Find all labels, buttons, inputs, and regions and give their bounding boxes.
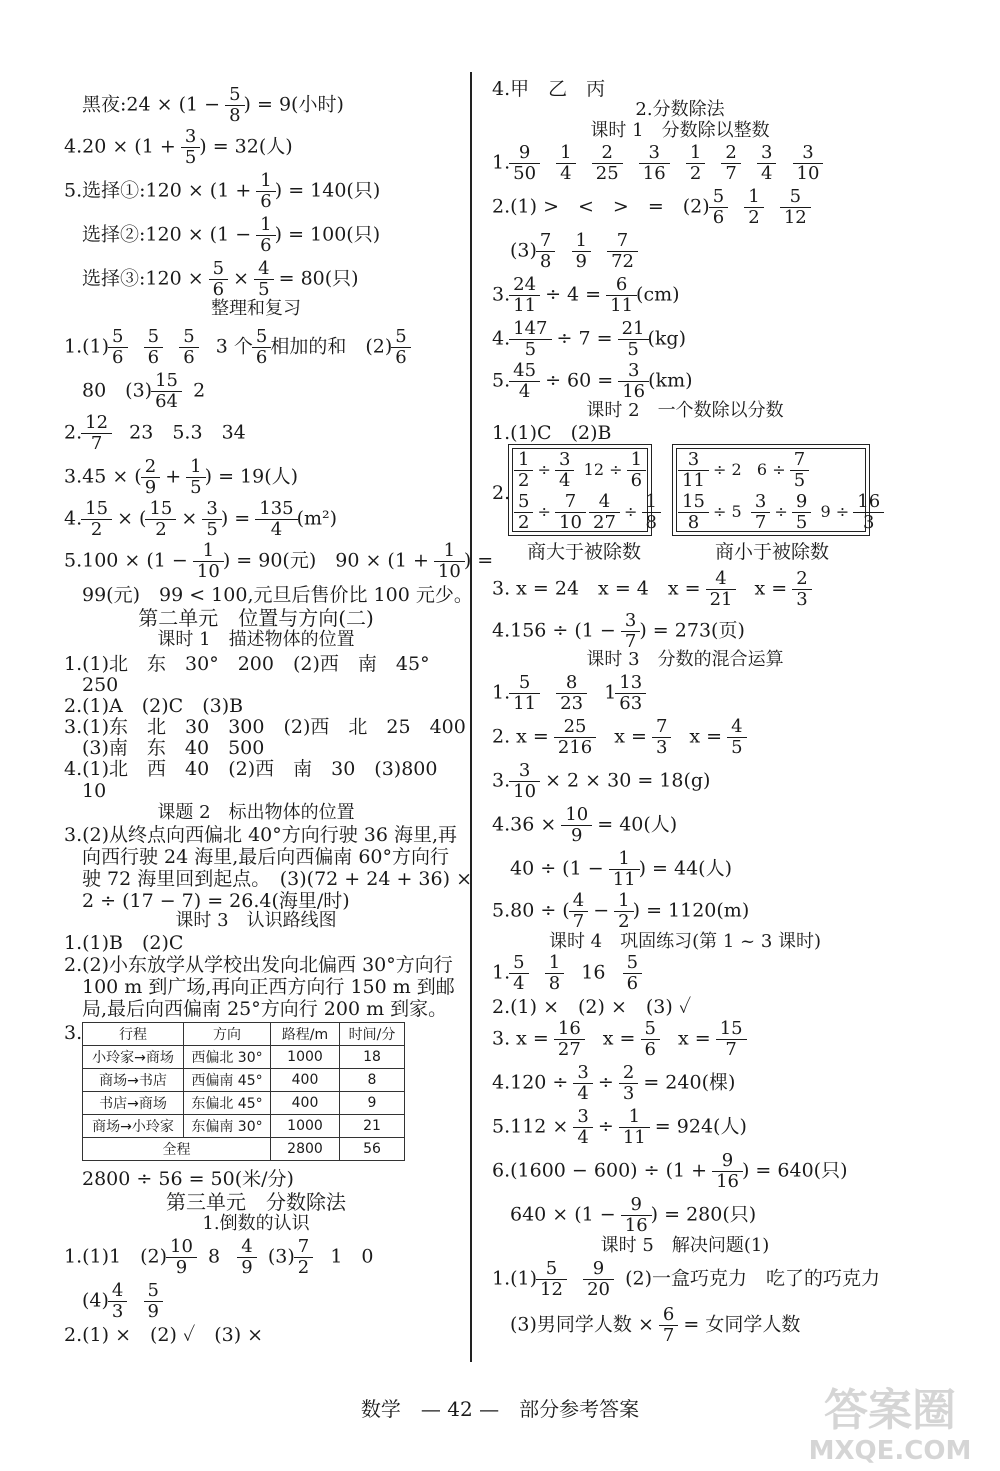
table-cell: 商场→书店 — [83, 1069, 184, 1092]
answer-line: 5.80 ÷ ( $\frac{4}{7}$ − $\frac{1}{2}$ ) = 1120(m) — [492, 890, 750, 932]
watermark-text: 答案圈 — [824, 1385, 956, 1436]
answer-line: 4.甲 乙 丙 — [492, 78, 606, 100]
answer-line: 1.(1)北 东 30° 200 (2)西 南 45° — [64, 653, 430, 675]
table-header: 时间/分 — [340, 1023, 405, 1046]
column-divider — [470, 72, 472, 1362]
table-cell: 商场→小玲家 — [83, 1115, 184, 1138]
answer-line: 1.(1)1 (2) $\frac{10}{9}$ 8 $\frac{4}{9}$ (3) $\frac{7}{2}$ 1 0 — [64, 1236, 374, 1278]
answer-line: 1.(1)B (2)C — [64, 932, 184, 954]
unit-heading: 第二单元 位置与方向(二) — [138, 606, 374, 630]
answer-line: 4.(1)北 西 40 (2)西 南 30 (3)800 — [64, 758, 438, 780]
answer-line: 100 m 到广场,再向正西方向行 150 m 到邮 — [82, 976, 455, 998]
table-header-row — [83, 1023, 405, 1046]
lesson-heading: 1.倒数的认识 — [202, 1213, 310, 1234]
table-row — [83, 1092, 405, 1115]
group-box-greater — [508, 444, 657, 536]
answer-line: 2. x = $\frac{25}{216}$ x = $\frac{7}{3}$ x = $\frac{4}{5}$ — [492, 718, 746, 757]
answer-line: 2.(2)小东放学从学校出发向北偏西 30°方向行 — [64, 954, 453, 976]
answer-line: 选择③:120 × $\frac{5}{6}$ × $\frac{4}{5}$ = 80(只) — [82, 258, 359, 300]
table-cell: 全程 — [83, 1138, 271, 1161]
answer-line: 2.(1)A (2)C (3)B — [64, 695, 244, 717]
table-header: 方向 — [184, 1023, 271, 1046]
answer-line: 4. $\frac{15}{2}$ × ( $\frac{15}{2}$ × $\frac{3}{5}$ ) = $\frac{135}{4}$ (m²) — [64, 498, 338, 540]
answer-line: 向西行驶 24 海里,最后向西偏南 60°方向行 — [82, 846, 450, 868]
table-cell: 8 — [340, 1069, 405, 1092]
answer-line: 99(元) 99 < 100,元旦后售价比 100 元少。 — [82, 584, 473, 606]
box-expression: $\frac{5}{2}$ ÷ $\frac{7}{10}$ $\frac{4}{27}$ ÷ $\frac{1}{8}$ — [515, 493, 660, 532]
answer-line: 1. $\frac{9}{50}$ $\frac{1}{4}$ $\frac{2}{25}$ $\frac{3}{16}$ $\frac{1}{2}$ $\frac{2}{7}$ $\frac{3}{4}$ $\frac{3}{10}$ — [492, 144, 822, 183]
answer-line: 黑夜:24 × (1 − $\frac{5}{8}$ ) = 9(小时) — [82, 84, 344, 126]
answer-line: 5.112 × $\frac{3}{4}$ ÷ $\frac{1}{11}$ = 924(人) — [492, 1106, 747, 1148]
answer-line: 2. $\frac{12}{7}$ 23 5.3 34 — [64, 412, 246, 454]
question-number: 2. — [492, 482, 511, 504]
answer-line: 640 × (1 − $\frac{9}{16}$ ) = 280(只) — [510, 1194, 757, 1236]
answer-line: 3. $\frac{3}{10}$ × 2 × 30 = 18(g) — [492, 760, 711, 802]
table-cell: 9 — [340, 1092, 405, 1115]
section-heading: 2.分数除法 — [635, 99, 725, 120]
table-header: 行程 — [83, 1023, 184, 1046]
lesson-heading: 课时 3 分数的混合运算 — [586, 649, 784, 670]
box-expression: $\frac{3}{11}$ ÷ 2 6 ÷ $\frac{7}{5}$ — [679, 451, 808, 490]
answer-line: 2800 ÷ 56 = 50(米/分) — [82, 1168, 294, 1190]
table-cell: 小玲家→商场 — [83, 1046, 184, 1069]
answer-line: 3.(1)东 北 30 300 (2)西 北 25 400 — [64, 716, 466, 738]
answer-line: 2.(1) × (2) ✓ (3) × — [64, 1324, 264, 1346]
answer-line: 5.100 × (1 − $\frac{1}{10}$ ) = 90(元) 90 × (1 + $\frac{1}{10}$ ) = — [64, 540, 494, 582]
group-box-less — [672, 444, 881, 536]
answer-line: 4. $\frac{147}{5}$ ÷ 7 = $\frac{21}{5}$ (kg) — [492, 318, 687, 360]
watermark-url: MXQE.COM — [808, 1436, 972, 1465]
answer-line: 2.(1) × (2) × (3) ✓ — [492, 996, 692, 1018]
lesson-heading: 课时 3 认识路线图 — [175, 910, 337, 931]
answer-line: 1.(1) $\frac{5}{6}$ $\frac{5}{6}$ $\frac{5}{6}$ 3 个 $\frac{5}{6}$ 相加的和 (2) $\frac{5}{6}$ — [64, 328, 410, 367]
answer-line: 1.(1)C (2)B — [492, 422, 612, 444]
table-row — [83, 1069, 405, 1092]
answer-line: 4.156 ÷ (1 − $\frac{3}{7}$ ) = 273(页) — [492, 610, 745, 652]
table-cell: 1000 — [271, 1046, 340, 1069]
table-row — [83, 1046, 405, 1069]
answer-line: 2.(1) > < > = (2) $\frac{5}{6}$ $\frac{1}{2}$ $\frac{5}{12}$ — [492, 188, 810, 227]
lesson-heading: 课题 2 标出物体的位置 — [157, 802, 355, 823]
answer-line: 3.(2)从终点向西偏北 40°方向行驶 36 海里,再 — [64, 824, 458, 846]
answer-line: 6.(1600 − 600) ÷ (1 + $\frac{9}{16}$ ) = 640(只) — [492, 1150, 848, 1192]
answer-line: 2 ÷ (17 − 7) = 26.4(海里/时) — [82, 890, 350, 912]
lesson-heading: 课时 4 巩固练习(第 1 ~ 3 课时) — [548, 931, 822, 952]
answer-line: 3. x = 24 x = 4 x = $\frac{4}{21}$ x = $\frac{2}{3}$ — [492, 570, 811, 609]
table-cell: 56 — [340, 1138, 405, 1161]
answer-line: 选择②:120 × (1 − $\frac{1}{6}$ ) = 100(只) — [82, 214, 381, 256]
answer-line: 3. x = $\frac{16}{27}$ x = $\frac{5}{6}$ x = $\frac{15}{7}$ — [492, 1020, 746, 1059]
table-cell: 400 — [271, 1092, 340, 1115]
answer-line: (3)南 东 40 500 — [82, 737, 265, 759]
table-cell: 西偏北 30° — [184, 1046, 271, 1069]
answer-line: 驶 72 海里回到起点。 (3)(72 + 24 + 36) × — [82, 868, 472, 890]
box-caption: 商大于被除数 — [526, 541, 642, 563]
answer-line: 3.45 × ( $\frac{2}{9}$ + $\frac{1}{5}$ ) = 19(人) — [64, 456, 299, 498]
lesson-heading: 课时 2 一个数除以分数 — [586, 400, 784, 421]
table-cell: 西偏南 45° — [184, 1069, 271, 1092]
table-header: 路程/m — [271, 1023, 340, 1046]
answer-line: 1.(1) $\frac{5}{12}$ $\frac{9}{20}$ (2)一盒巧克力 吃了的巧克力 — [492, 1258, 880, 1300]
watermark-logo — [792, 1375, 988, 1465]
answer-line: 1. $\frac{5}{11}$ $\frac{8}{23}$ 1 $\frac{13}{63}$ — [492, 674, 645, 713]
table-cell: 东偏南 30° — [184, 1115, 271, 1138]
route-table — [82, 1022, 405, 1161]
answer-line: (3) $\frac{7}{8}$ $\frac{1}{9}$ $\frac{7}{72}$ — [510, 232, 637, 271]
answer-line: (4) $\frac{4}{3}$ $\frac{5}{9}$ — [82, 1282, 162, 1321]
table-cell: 2800 — [271, 1138, 340, 1161]
answer-line: 5.选择①:120 × (1 + $\frac{1}{6}$ ) = 140(只) — [64, 170, 381, 212]
answer-line: (3)男同学人数 × $\frac{6}{7}$ = 女同学人数 — [510, 1304, 801, 1346]
table-row — [83, 1115, 405, 1138]
section-heading: 整理和复习 — [211, 298, 301, 319]
answer-line: 250 — [82, 674, 119, 696]
box-expression: $\frac{1}{2}$ ÷ $\frac{3}{4}$ 12 ÷ $\frac{1}{6}$ — [515, 451, 645, 490]
answer-line: 3. $\frac{24}{11}$ ÷ 4 = $\frac{6}{11}$ (cm) — [492, 274, 680, 316]
table-cell: 1000 — [271, 1115, 340, 1138]
answer-line: 1. $\frac{5}{4}$ $\frac{1}{8}$ 16 $\frac{5}{6}$ — [492, 954, 641, 993]
table-cell: 东偏北 45° — [184, 1092, 271, 1115]
answer-line: 80 (3) $\frac{15}{64}$ 2 — [82, 370, 206, 412]
unit-heading: 第三单元 分数除法 — [166, 1190, 346, 1214]
table-cell: 18 — [340, 1046, 405, 1069]
page-footer: 数学 — 42 — 部分参考答案 — [360, 1397, 640, 1421]
question-number: 3. — [64, 1022, 83, 1044]
lesson-heading: 课时 1 描述物体的位置 — [157, 629, 355, 650]
answer-line: 5. $\frac{45}{4}$ ÷ 60 = $\frac{3}{16}$ (km) — [492, 360, 693, 402]
answer-line: 10 — [82, 780, 107, 802]
answer-line: 40 ÷ (1 − $\frac{1}{11}$ ) = 44(人) — [510, 848, 733, 890]
answer-line: 局,最后向西偏南 25°方向行 200 m 到家。 — [82, 998, 448, 1020]
table-total-row — [83, 1138, 405, 1161]
table-cell: 400 — [271, 1069, 340, 1092]
answer-line: 4.36 × $\frac{10}{9}$ = 40(人) — [492, 804, 678, 846]
table-cell: 21 — [340, 1115, 405, 1138]
answer-line: 4.20 × (1 + $\frac{3}{5}$ ) = 32(人) — [64, 126, 293, 168]
lesson-heading: 课时 5 解决问题(1) — [600, 1235, 770, 1256]
table-cell: 书店→商场 — [83, 1092, 184, 1115]
answer-line: 4.120 ÷ $\frac{3}{4}$ ÷ $\frac{2}{3}$ = 240(棵) — [492, 1062, 736, 1104]
lesson-heading: 课时 1 分数除以整数 — [590, 120, 770, 141]
box-caption: 商小于被除数 — [714, 541, 830, 563]
box-expression: $\frac{15}{8}$ ÷ 5 $\frac{3}{7}$ ÷ $\frac{9}{5}$ 9 ÷ $\frac{16}{3}$ — [679, 493, 883, 532]
